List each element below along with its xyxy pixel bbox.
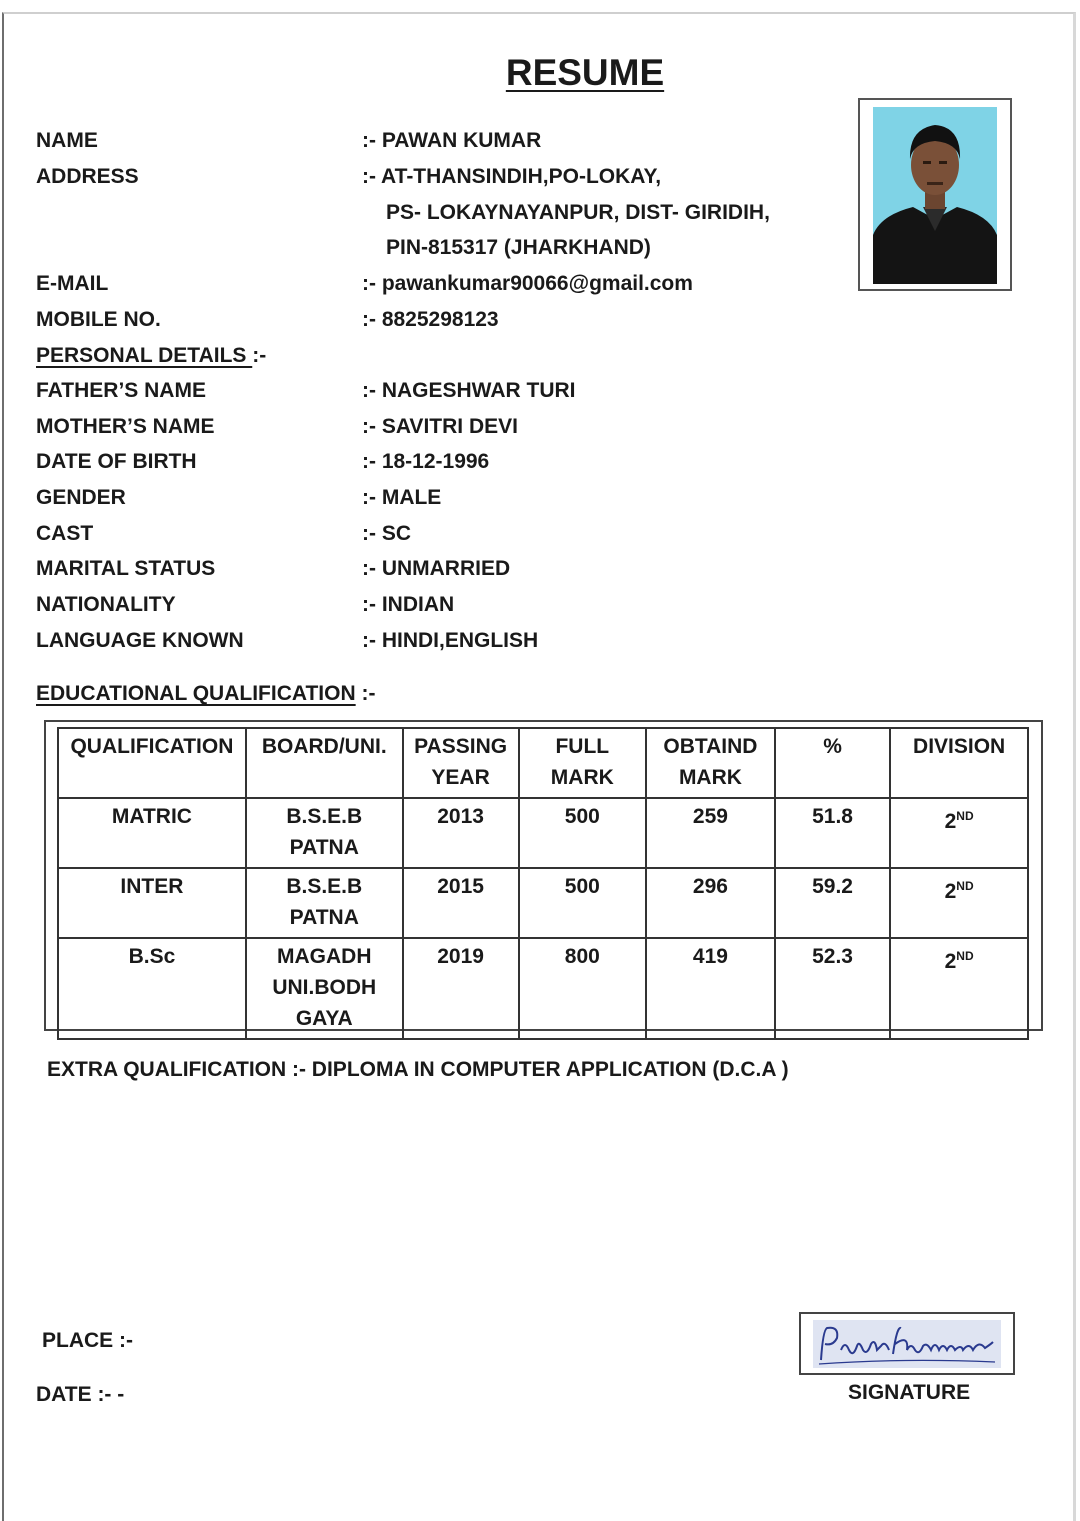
address-line-3: PIN-815317 (JHARKHAND) — [386, 236, 651, 259]
division-suffix: ND — [956, 949, 974, 963]
profile-photo — [858, 98, 1012, 291]
cell-board: B.S.E.B PATNA — [246, 868, 403, 938]
cell-qualification: MATRIC — [58, 798, 246, 868]
table-row — [58, 868, 1028, 938]
table-header-row — [58, 728, 1028, 798]
gender-label: GENDER — [36, 486, 126, 509]
cast-value: :- SC — [362, 522, 411, 545]
place-label: PLACE :- — [42, 1329, 133, 1352]
mother-name-value: :- SAVITRI DEVI — [362, 415, 518, 438]
mobile-value: :- 8825298123 — [362, 308, 499, 331]
address-line-1: :- AT-THANSINDIH,PO-LOKAY, — [362, 165, 662, 188]
cell-full-mark: 500 — [519, 798, 647, 868]
personal-details-heading-suffix: :- — [252, 344, 267, 367]
cell-percent: 52.3 — [775, 938, 890, 1039]
header-board: BOARD/UNI. — [246, 728, 403, 798]
personal-details-heading-text: PERSONAL DETAILS — [36, 344, 253, 367]
extra-qualification: EXTRA QUALIFICATION :- DIPLOMA IN COMPUTER APPLICATION (D.C.A ) — [47, 1058, 789, 1081]
personal-details-heading — [36, 343, 266, 369]
header-obtained-mark: OBTAIND MARK — [646, 728, 775, 798]
signature-icon — [813, 1320, 1001, 1368]
cell-year: 2019 — [403, 938, 519, 1039]
person-photo-icon — [873, 107, 997, 284]
header-qualification: QUALIFICATION — [58, 728, 246, 798]
cell-year: 2015 — [403, 868, 519, 938]
education-heading — [36, 681, 375, 707]
father-name-value: :- NAGESHWAR TURI — [362, 379, 576, 402]
nationality-label: NATIONALITY — [36, 593, 176, 616]
cell-qualification: INTER — [58, 868, 246, 938]
cell-division — [890, 868, 1028, 938]
division-suffix: ND — [956, 809, 974, 823]
mother-name-label: MOTHER’S NAME — [36, 415, 215, 438]
cell-board: B.S.E.B PATNA — [246, 798, 403, 868]
address-line-2: PS- LOKAYNAYANPUR, DIST- GIRIDIH, — [386, 201, 770, 224]
gender-value: :- MALE — [362, 486, 442, 509]
email-label: E-MAIL — [36, 272, 109, 295]
table-row — [58, 798, 1028, 868]
signature-label: SIGNATURE — [848, 1381, 971, 1404]
cell-division — [890, 798, 1028, 868]
cast-label: CAST — [36, 522, 94, 545]
name-label: NAME — [36, 129, 98, 152]
cell-percent: 51.8 — [775, 798, 890, 868]
father-name-label: FATHER’S NAME — [36, 379, 206, 402]
header-passing-year: PASSING YEAR — [403, 728, 519, 798]
cell-obtained-mark: 419 — [646, 938, 775, 1039]
cell-board: MAGADH UNI.BODH GAYA — [246, 938, 403, 1039]
language-label: LANGUAGE KNOWN — [36, 629, 244, 652]
email-value: :- pawankumar90066@gmail.com — [362, 272, 693, 295]
date-label: DATE :- - — [36, 1383, 125, 1406]
education-table — [57, 727, 1029, 1040]
cell-percent: 59.2 — [775, 868, 890, 938]
resume-title: RESUME — [505, 52, 665, 93]
address-label: ADDRESS — [36, 165, 139, 188]
dob-label: DATE OF BIRTH — [36, 450, 197, 473]
mobile-label: MOBILE NO. — [36, 308, 161, 331]
marital-status-value: :- UNMARRIED — [362, 557, 511, 580]
language-value: :- HINDI,ENGLISH — [362, 629, 539, 652]
education-heading-text: EDUCATIONAL QUALIFICATION — [36, 682, 356, 705]
dob-value: :- 18-12-1996 — [362, 450, 490, 473]
cell-full-mark: 500 — [519, 868, 647, 938]
education-heading-suffix: :- — [355, 682, 376, 705]
table-row — [58, 938, 1028, 1039]
header-percent: % — [775, 728, 890, 798]
division-value: 2 — [944, 950, 957, 973]
cell-year: 2013 — [403, 798, 519, 868]
marital-status-label: MARITAL STATUS — [36, 557, 216, 580]
cell-division — [890, 938, 1028, 1039]
cell-obtained-mark: 296 — [646, 868, 775, 938]
signature-image — [799, 1312, 1015, 1375]
header-division: DIVISION — [890, 728, 1028, 798]
division-value: 2 — [944, 880, 957, 903]
nationality-value: :- INDIAN — [362, 593, 455, 616]
cell-obtained-mark: 259 — [646, 798, 775, 868]
header-full-mark: FULL MARK — [519, 728, 647, 798]
name-value: :- PAWAN KUMAR — [362, 129, 542, 152]
division-value: 2 — [944, 810, 957, 833]
division-suffix: ND — [956, 879, 974, 893]
cell-full-mark: 800 — [519, 938, 647, 1039]
cell-qualification: B.Sc — [58, 938, 246, 1039]
